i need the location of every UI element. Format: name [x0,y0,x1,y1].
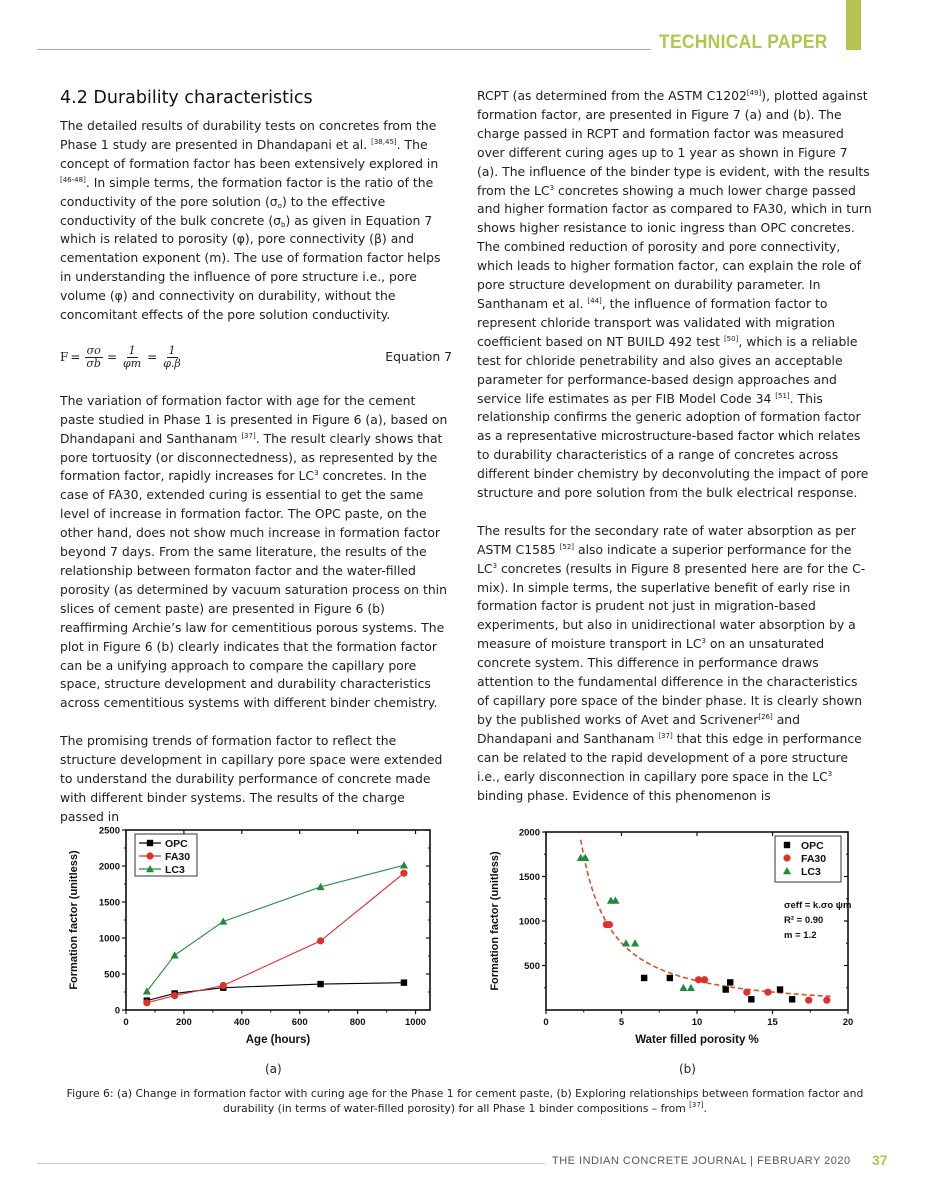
data-point-opc [641,975,647,981]
footer-rule [37,1163,545,1164]
y-tick-label: 500 [104,969,120,981]
x-tick-label: 600 [291,1017,308,1028]
data-point-fa30 [701,976,708,983]
citation: [44] [587,296,602,305]
paragraph: The results for the secondary rate of water absorption as per ASTM C1585 [52] also indicate a superior performance for the $LC^3$ concretes (results in Figure 8 presented here are for the C-mix). In simple terms, the superlative benefit of early rise in formation factor is prudent not just in migration-based experiments, but also in unidirectional water absorption by a measure of moisture transport in $LC^3$ on an unsaturated concrete system. This difference in performance draws attention to the fundamental difference in the characteristics of capillary pore space of the binder phase. It is clearly shown by the published works of Avet and Scrivener[26] and Dhandapani and Santhanam [37] that this edge in performance can be related to the rapid development of a pore structure i.e., early disconnection in capillary pore space in the $LC^3$ binding phase. Evidence of this phenomenon is [477,522,866,803]
data-point-opc [727,979,733,985]
legend-label-fa30: FA30 [165,851,191,863]
citation: [52] [559,542,575,551]
data-point-fa30 [220,982,227,989]
fit-annotation: R² = 0.90 [784,915,824,926]
x-tick-label: 0 [123,1017,129,1028]
figure-sublabel-a: (a) [265,1062,282,1076]
legend-label-fa30: FA30 [801,853,827,865]
x-tick-label: 200 [175,1017,192,1028]
equation-formula: F = $\frac{\sigma o}{\sigma b}$ = $\frac{1}{\varphi m}$ = $\frac{1}{\varphi.\beta}$ [60,344,181,371]
data-point-fa30 [823,997,830,1004]
data-point-lc3 [400,861,408,868]
legend-label-lc3: LC3 [165,864,185,876]
right-column [477,87,872,824]
fit-annotation: σeff = k.σo ψm [784,900,852,911]
data-point-lc3 [622,939,630,946]
page-number: 37 [872,1152,888,1168]
x-tick-label: 15 [767,1017,778,1028]
data-point-fa30 [805,997,812,1004]
y-axis-label: Formation factor (unitless) [489,851,501,991]
figure-6a-chart [55,820,435,1060]
paragraph: RCPT (as determined from the ASTM C1202[49]), plotted against formation factor, are presented in Figure 7 (a) and (b). The charge passed in RCPT and formation factor was measured over different curing ages up to 1 year as shown in Figure 7 (a). The influence of the binder type is evident, with the results from the $LC^3$ concretes showing a much lower charge passed and higher formation factor as compared to FA30, which in turn shows higher resistance to ionic ingress than OPC concretes. The combined reduction of porosity and pore connectivity, which leads to higher formation factor, can explain the role of pore structure development on durability parameter. In Santhanam et al. [44], the influence of formation factor to represent chloride transport was validated with migration coefficient based on NT BUILD 492 test [50], which is a reliable test for chloride penetrability and also gives an acceptable parameter for performance-based design approaches and service life estimates as per FIB Model Code 34 [51]. This relationship confirms the generic adoption of formation factor as a representative microstructure-based factor which relates to durability characteristics of a range of concretes across different binder chemistry by deconvoluting the impact of pore structure and pore solution from the bulk electrical response. [477,88,872,501]
x-tick-label: 5 [618,1017,625,1028]
x-tick-label: 10 [691,1017,703,1028]
fraction: $\frac{\sigma o}{\sigma b}$ [86,344,101,371]
x-tick-label: 1000 [404,1017,427,1028]
y-tick-label: 2000 [518,827,540,839]
x-tick-label: 800 [349,1017,366,1028]
data-point-lc3 [687,984,695,991]
data-point-opc [789,996,795,1002]
data-point-opc [777,986,783,992]
data-point-opc [748,996,754,1002]
figure-sublabel-b: (b) [679,1062,696,1076]
y-tick-label: 1500 [518,872,540,883]
data-point-lc3 [631,939,639,946]
section-label: TECHNICAL PAPER [659,32,828,53]
citation: [37] [658,731,673,740]
y-tick-label: 0 [114,1005,120,1017]
legend-marker-opc [147,840,153,846]
paragraph: The detailed results of durability tests on concretes from the Phase 1 study are presented in Dhandapani et al. [38,45]. The concept of formation factor has been extensively explored in [46-48]. In simple terms, the formation factor is the ratio of the conductivity of the pore solution $(\sigma_o)$ to the effective conductivity of the bulk concrete $(\sigma_b)$ as given in Equation 7 which is related to porosity (φ), pore connectivity (β) and cementation exponent (m). The use of formation factor helps in understanding the influence of pore structure i.e., pore volume (φ) and connectivity on durability, without the concomitant effects of the pore solution conductivity. [60,118,441,323]
fraction: $\frac{1}{\varphi.\beta}$ [163,344,181,371]
left-column [60,117,452,846]
data-point-fa30 [317,937,324,944]
data-point-opc [401,979,407,985]
data-point-fa30 [143,999,150,1006]
y-axis-label: Formation factor (unitless) [68,850,80,990]
paragraph: The variation of formation factor with age for the cement paste studied in Phase 1 is presented in Figure 6 (a), based on Dhandapani and Santhanam [37]. The result clearly shows that pore tortuosity (or disconnectedness), as represented by the formation factor, rapidly increases for $LC^3$ concretes. In the case of FA30, extended curing is essential to get the same level of increase in formation factor. The OPC paste, on the other hand, does not show much increase in formation factor beyond 7 days. From the same literature, the results of the relationship between formaton factor and the water-filled porosity (as determined by vacuum saturation process on thin slices of cement paste) are presented in Figure 6 (b) reaffirming Archie’s law for cementitious porous systems. The plot in Figure 6 (b) clearly indicates that the formation factor can be a unifying approach to compare the capillary pore space, structure development and durability characteristics across cementitious systems with different binder chemistry. [60,392,448,711]
citation: [37] [689,1101,704,1109]
section-title: 4.2 Durability characteristics [60,88,313,108]
data-point-opc [317,981,323,987]
legend-marker-fa30 [146,852,153,859]
figure-6a-svg [55,820,435,1060]
figure-caption: Figure 6: (a) Change in formation factor with curing age for the Phase 1 for cement paste, (b) Exploring relationships between formation factor and durability (in terms of water-filled porosity) for all Phase 1 binder compositions – from [37]. [66,1087,864,1115]
equation-7 [60,344,452,372]
y-tick-label: 500 [524,961,540,972]
x-tick-label: 400 [233,1017,250,1028]
data-point-lc3 [679,984,687,991]
legend-label-opc: OPC [165,838,188,850]
x-tick-label: 20 [842,1017,854,1028]
paragraph: The promising trends of formation factor to reflect the structure development in capillary pore space were extended to understand the durability performance of concrete made with different binder systems. The results of the charge passed in [60,733,443,824]
citation: [50] [723,334,739,343]
data-point-fa30 [606,921,613,928]
y-tick-label: 1000 [518,916,540,928]
equation-label: Equation 7 [385,349,452,365]
data-point-opc [667,975,673,981]
header-rule [37,49,651,50]
data-point-fa30 [743,989,750,996]
data-point-lc3 [219,917,227,924]
figure-6b-svg [480,820,870,1060]
citation: [38,45] [371,137,397,146]
y-tick-label: 1500 [98,897,120,909]
series-line-lc3 [147,865,404,991]
x-axis-label: Age (hours) [245,1034,311,1046]
data-point-lc3 [171,951,179,958]
series-line-opc [147,983,404,1001]
citation: [37] [241,431,256,440]
data-point-fa30 [764,989,771,996]
y-tick-label: 2500 [98,825,120,837]
x-axis-label: Water filled porosity % [635,1034,759,1046]
fraction: $\frac{1}{\varphi m}$ [123,344,142,371]
citation: [49] [746,89,762,97]
legend-label-opc: OPC [801,840,824,852]
legend-marker-opc [784,842,790,848]
legend-marker-fa30 [783,854,790,861]
figure-6b-chart [480,820,870,1060]
journal-footer: THE INDIAN CONCRETE JOURNAL | FEBRUARY 2020 [552,1155,851,1167]
data-point-fa30 [400,870,407,877]
fit-annotation: m = 1.2 [784,930,817,941]
x-tick-label: 0 [543,1017,549,1028]
citation: [46-48] [60,175,86,184]
citation: [26] [758,712,773,721]
y-tick-label: 1000 [98,933,120,945]
header-accent-block [846,0,861,50]
data-point-fa30 [171,992,178,999]
legend-label-lc3: LC3 [801,866,821,878]
y-tick-label: 2000 [98,861,120,873]
citation: [51] [775,391,790,400]
data-point-opc [722,986,728,992]
